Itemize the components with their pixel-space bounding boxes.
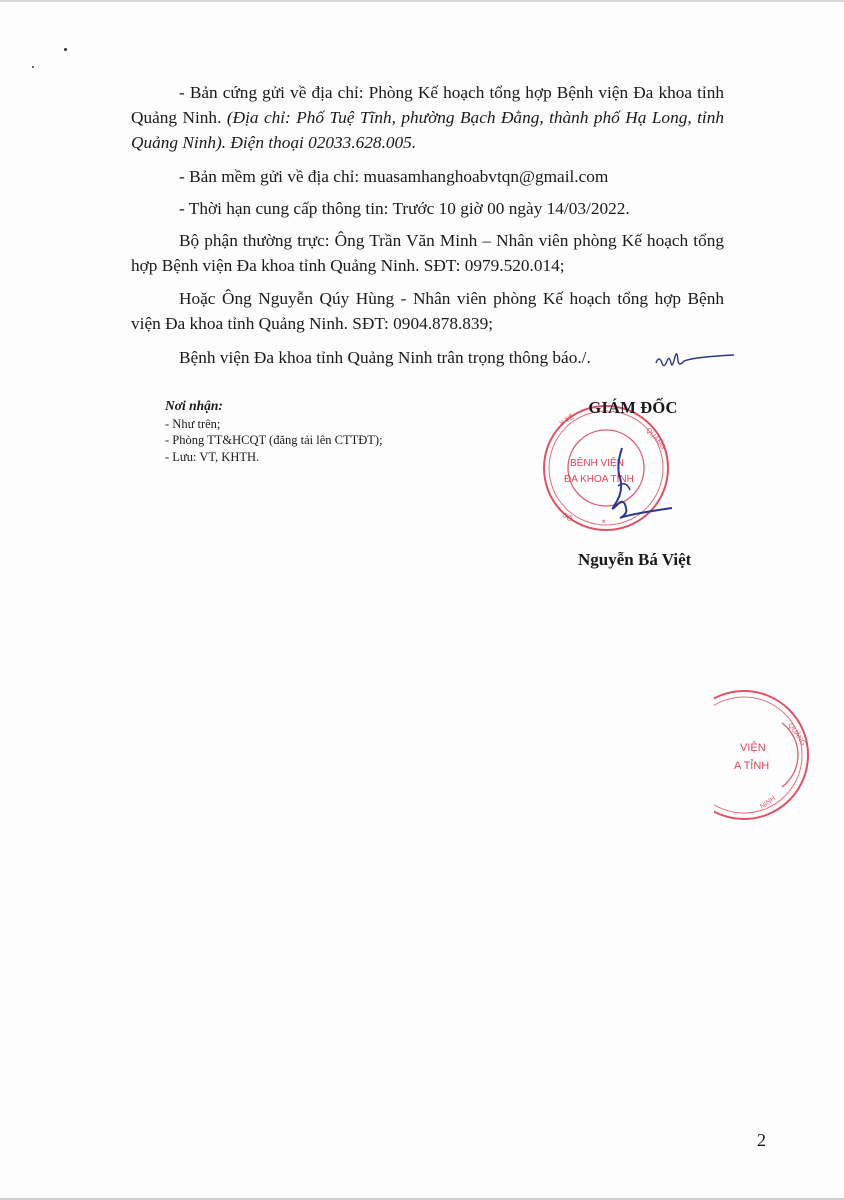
paragraph-hard-copy: - Bản cứng gửi về địa chỉ: Phòng Kế hoạch tổng hợp Bệnh viện Đa khoa tỉnh Quảng Ninh. (Địa chỉ: Phố Tuệ Tĩnh, phường Bạch Đằng, thành phố Hạ Long, tỉnh Quảng Ninh). Điện thoại 02033.628.005. xyxy=(131,83,724,152)
paragraph-alt-officer: Hoặc Ông Nguyễn Qúy Hùng - Nhân viên phòng Kế hoạch tổng hợp Bệnh viện Đa khoa tỉnh Quảng Ninh. SĐT: 0904.878.839; xyxy=(131,289,724,333)
edge-stamp-line-2: A TỈNH xyxy=(734,760,770,772)
recipient-item: - Lưu: VT, KHTH. xyxy=(165,449,260,464)
svg-text:QUẢNG: QUẢNG xyxy=(644,426,667,451)
official-stamp-icon xyxy=(536,396,686,546)
svg-text:*: * xyxy=(602,518,606,528)
hard-copy-address: (Địa chỉ: Phố Tuệ Tĩnh, phường Bạch Đằng, thành phố Hạ Long, tỉnh Quảng Ninh). Điện thoại 02033.628.005. xyxy=(131,108,724,152)
initials-signature-icon xyxy=(652,345,742,375)
svg-text:ĐA KHOA TỈNH: ĐA KHOA TỈNH xyxy=(564,474,634,485)
partial-stamp-icon xyxy=(714,685,844,825)
recipients-block xyxy=(165,398,465,465)
recipients-heading: Nơi nhận: xyxy=(165,398,223,413)
recipient-item: - Phòng TT&HCQT (đăng tải lên CTTĐT); xyxy=(165,433,383,447)
paragraph-soft-copy: - Bản mềm gửi về địa chỉ: muasamhanghoabvtqn@gmail.com xyxy=(179,166,609,186)
paragraph-duty-officer: Bộ phận thường trực: Ông Trần Văn Minh – Nhân viên phòng Kế hoạch tổng hợp Bệnh viện Đa khoa tỉnh Quảng Ninh. SĐT: 0979.520.014; xyxy=(131,230,724,275)
scan-speck xyxy=(64,48,67,51)
svg-text:SỐ: SỐ xyxy=(560,511,574,524)
svg-text:QUẢNG: QUẢNG xyxy=(786,722,807,748)
page-number: 2 xyxy=(757,1130,766,1150)
paragraph-deadline: - Thời hạn cung cấp thông tin: Trước 10 giờ 00 ngày 14/03/2022. xyxy=(179,198,630,218)
svg-text:NINH: NINH xyxy=(759,795,778,811)
recipient-item: - Như trên; xyxy=(165,416,221,431)
paragraph-closing: Bệnh viện Đa khoa tỉnh Quảng Ninh trân trọng thông báo./. xyxy=(179,347,591,367)
edge-stamp-line-1: VIỆN xyxy=(740,742,766,754)
director-title: GIÁM ĐỐC xyxy=(588,398,678,417)
svg-text:BỆNH VIỆN: BỆNH VIỆN xyxy=(570,458,624,469)
page-top-edge xyxy=(0,0,844,2)
svg-text:Y TẾ: Y TẾ xyxy=(558,414,576,428)
scan-speck xyxy=(32,66,34,68)
signer-name: Nguyễn Bá Việt xyxy=(578,550,692,569)
document-body xyxy=(131,80,724,378)
